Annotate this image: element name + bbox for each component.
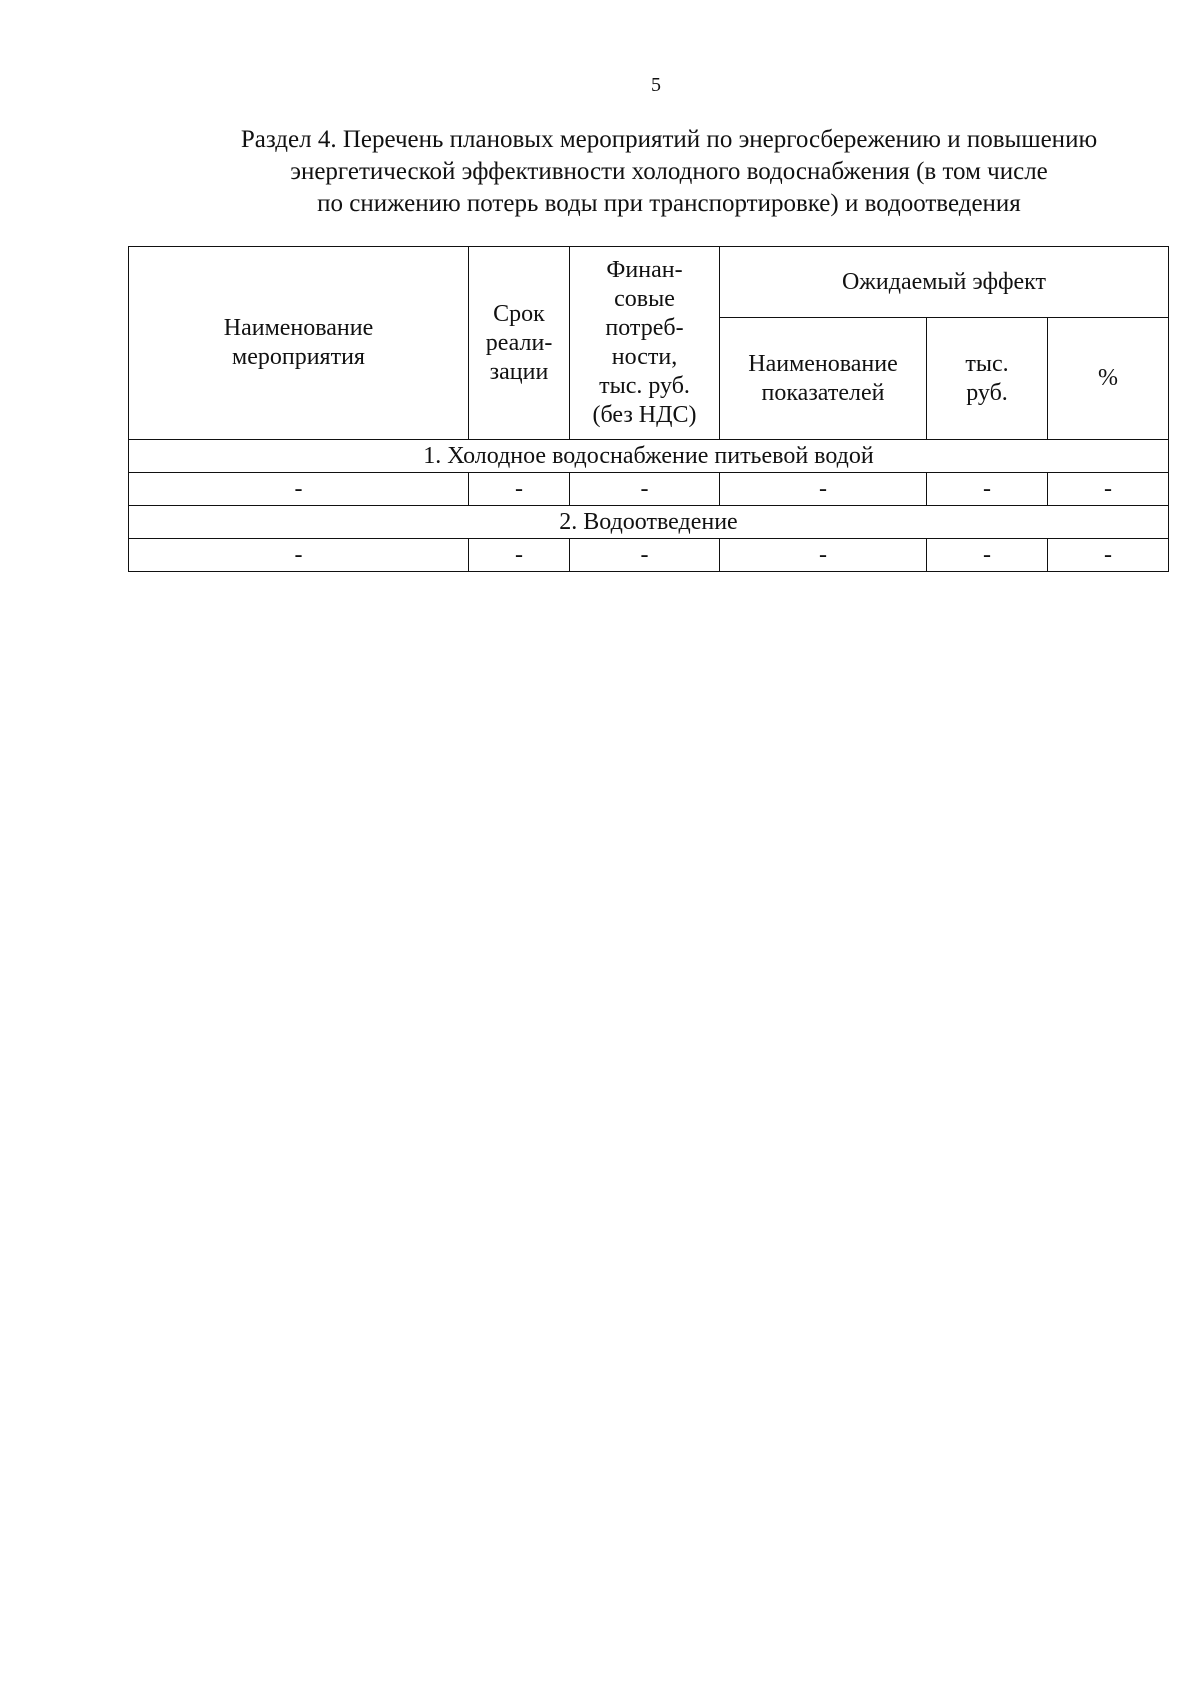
table-cell: - — [570, 473, 720, 506]
table-header-row — [129, 247, 1169, 318]
section-row — [129, 440, 1169, 473]
table-cell: - — [469, 473, 570, 506]
header-term: Срок реали- зации — [469, 247, 570, 440]
section-title-sewerage: 2. Водоотведение — [129, 506, 1169, 539]
table-cell: - — [1048, 539, 1169, 572]
measures-table — [128, 246, 1169, 572]
header-indicators: Наименование показателей — [720, 318, 927, 440]
table-cell: - — [720, 473, 927, 506]
table-row — [129, 473, 1169, 506]
section-heading — [128, 124, 1200, 220]
table-cell: - — [927, 473, 1048, 506]
page-number: 5 — [651, 74, 661, 96]
table-cell: - — [1048, 473, 1169, 506]
section-title-water-supply: 1. Холодное водоснабжение питьевой водой — [129, 440, 1169, 473]
table-cell: - — [129, 473, 469, 506]
table-cell: - — [720, 539, 927, 572]
header-percent: % — [1048, 318, 1169, 440]
section-row — [129, 506, 1169, 539]
table-row — [129, 539, 1169, 572]
header-expected-effect: Ожидаемый эффект — [720, 247, 1169, 318]
table-cell: - — [927, 539, 1048, 572]
heading-line-3: по снижению потерь воды при транспортировке) и водоотведения — [317, 190, 1021, 217]
header-finance: Финан- совые потреб- ности, тыс. руб. (без НДС) — [570, 247, 720, 440]
heading-line-1: Раздел 4. Перечень плановых мероприятий по энергосбережению и повышению — [240, 126, 1098, 153]
header-thousand-rub: тыс. руб. — [927, 318, 1048, 440]
table-cell: - — [469, 539, 570, 572]
heading-line-2: энергетической эффективности холодного водоснабжения (в том числе — [290, 158, 1048, 185]
header-measure-name: Наименование мероприятия — [129, 247, 469, 440]
table-cell: - — [129, 539, 469, 572]
table-cell: - — [570, 539, 720, 572]
